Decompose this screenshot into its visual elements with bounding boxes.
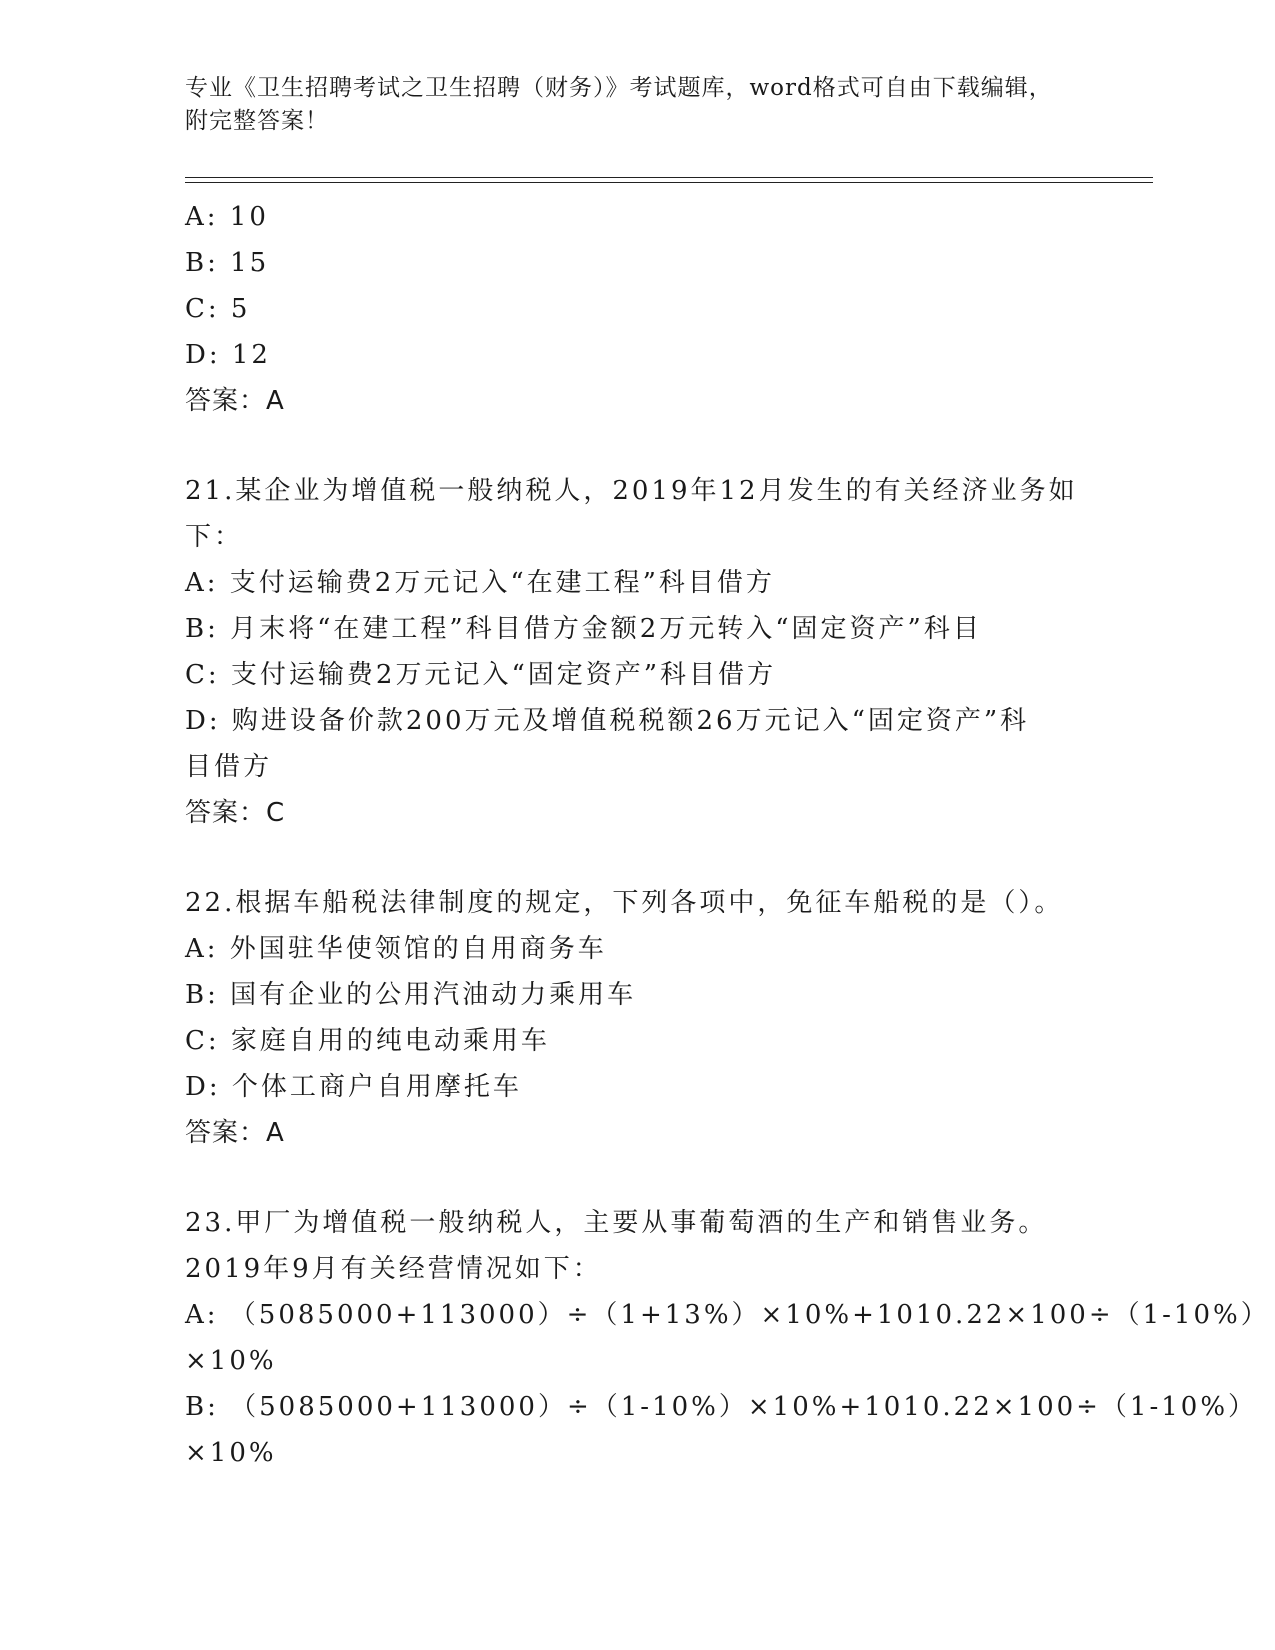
option-c: C: 家庭自用的纯电动乘用车 [185, 1026, 550, 1056]
document-header [185, 72, 1065, 138]
header-divider-bottom [185, 182, 1153, 183]
option-b: B: 国有企业的公用汽油动力乘用车 [185, 980, 637, 1010]
answer-line: 答案：C [185, 798, 286, 828]
answer-line: 答案：A [185, 386, 285, 416]
option-a: A: 支付运输费2万元记入“在建工程”科目借方 [185, 568, 775, 598]
question-stem-continued: 下： [185, 522, 244, 552]
option-c: C: 支付运输费2万元记入“固定资产”科目借方 [185, 660, 777, 690]
question-23 [185, 1200, 1270, 1476]
option-b-continued: ×10% [185, 1438, 277, 1468]
option-b: B: （5085000+113000）÷（1-10%）×10%+1010.22×100÷（1-10%） [185, 1392, 1258, 1422]
question-stem: 23.甲厂为增值税一般纳税人，主要从事葡萄酒的生产和销售业务。 [185, 1208, 1048, 1238]
question-stem: 21.某企业为增值税一般纳税人，2019年12月发生的有关经济业务如 [185, 476, 1078, 506]
option-d: D: 个体工商户自用摩托车 [185, 1072, 522, 1102]
option-d: D: 购进设备价款200万元及增值税税额26万元记入“固定资产”科 [185, 706, 1030, 736]
option-a-continued: ×10% [185, 1346, 277, 1376]
answer-line: 答案：A [185, 1118, 285, 1148]
question-stem: 22.根据车船税法律制度的规定，下列各项中，免征车船税的是（）。 [185, 888, 1064, 918]
option-a: A: 10 [185, 202, 269, 232]
question-content [185, 194, 1270, 1476]
option-a: A: （5085000+113000）÷（1+13%）×10%+1010.22×100÷（1-10%） [185, 1300, 1270, 1330]
option-c: C: 5 [185, 294, 251, 324]
option-d-continued: 目借方 [185, 752, 273, 782]
question-22 [185, 880, 1065, 1156]
question-21 [185, 468, 1078, 836]
option-d: D: 12 [185, 340, 271, 370]
option-b: B: 15 [185, 248, 270, 278]
option-b: B: 月末将“在建工程”科目借方金额2万元转入“固定资产”科目 [185, 614, 982, 644]
header-divider-top [185, 177, 1153, 178]
question-stem-continued: 2019年9月有关经营情况如下： [185, 1254, 602, 1284]
header-text: 专业《卫生招聘考试之卫生招聘（财务）》考试题库，word格式可自由下载编辑，附完整答案！ [185, 75, 1053, 134]
previous-question [185, 194, 1065, 424]
option-a: A: 外国驻华使领馆的自用商务车 [185, 934, 607, 964]
